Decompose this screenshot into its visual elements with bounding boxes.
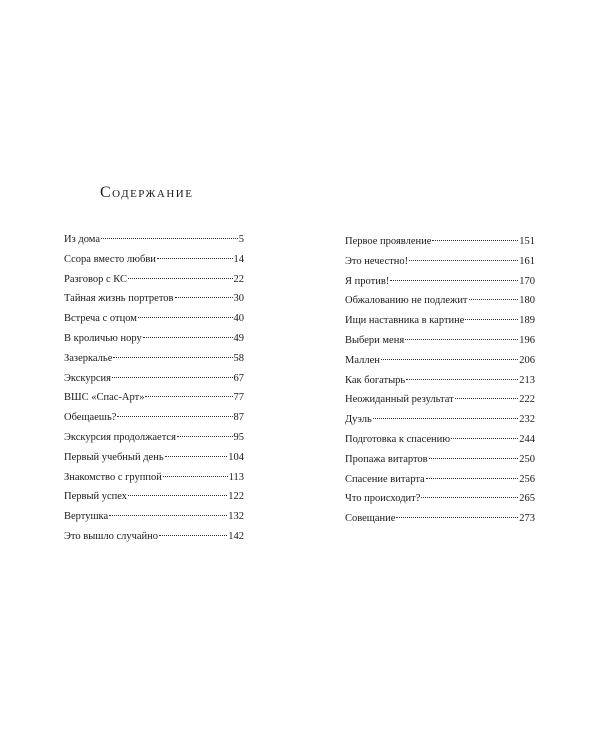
toc-entry-title: Ссора вместо любви <box>64 253 156 265</box>
toc-leader <box>113 357 232 358</box>
toc-entry-title: Пропажа витартов <box>345 453 428 465</box>
toc-entry <box>345 470 535 490</box>
toc-entry <box>345 351 535 371</box>
toc-leader <box>373 418 518 419</box>
toc-leader <box>405 339 518 340</box>
toc-leader <box>451 438 518 439</box>
toc-entry-page: 244 <box>519 433 535 445</box>
toc-entry-page: 273 <box>519 513 535 525</box>
toc-entry-title: Тайная жизнь портретов <box>64 293 174 305</box>
toc-leader <box>426 478 519 479</box>
toc-entry-title: В кроличью нору <box>64 332 142 344</box>
toc-entry-page: 49 <box>233 332 244 344</box>
toc-entry-title: Это нечестно! <box>345 255 409 267</box>
toc-entry-title: Вертушка <box>64 511 109 523</box>
toc-column-right <box>345 232 535 529</box>
toc-leader <box>138 317 233 318</box>
toc-entry-title: Маллен <box>345 354 380 366</box>
toc-entry-page: 122 <box>228 491 244 503</box>
toc-entry-page: 40 <box>233 313 244 325</box>
toc-entry <box>64 289 244 309</box>
toc-entry-title: Что происходит? <box>345 493 421 505</box>
toc-entry <box>64 369 244 389</box>
toc-entry-page: 161 <box>519 255 535 267</box>
toc-entry-page: 113 <box>228 471 244 483</box>
toc-entry-title: Экскурсия продолжается <box>64 431 176 443</box>
toc-entry-page: 265 <box>519 493 535 505</box>
toc-leader <box>390 280 518 281</box>
toc-leader <box>421 497 518 498</box>
toc-entry-title: Из дома <box>64 234 100 245</box>
toc-entry-title: Неожиданный результат <box>345 394 454 406</box>
toc-entry <box>345 390 535 410</box>
toc-entry-page: 30 <box>233 293 244 305</box>
toc-entry-page: 170 <box>519 275 535 287</box>
toc-entry-page: 77 <box>233 392 244 404</box>
toc-entry-title: Зазеркалье <box>64 352 113 364</box>
toc-leader <box>381 359 518 360</box>
toc-column-left <box>64 230 244 547</box>
toc-entry <box>64 270 244 290</box>
toc-entry <box>64 448 244 468</box>
toc-entry-title: Ищи наставника в картине <box>345 315 465 327</box>
toc-entry-page: 22 <box>233 273 244 285</box>
toc-leader <box>117 416 232 417</box>
toc-leader <box>157 258 233 259</box>
toc-entry-title: Как богатырь <box>345 374 406 386</box>
toc-entry <box>64 428 244 448</box>
toc-leader <box>432 240 518 241</box>
toc-entry-page: 5 <box>238 234 244 245</box>
toc-entry <box>345 371 535 391</box>
toc-entry <box>345 272 535 292</box>
toc-entry-title: Экскурсия <box>64 372 111 384</box>
toc-leader <box>101 238 238 239</box>
toc-entry <box>64 527 244 547</box>
toc-entry-title: Подготовка к спасению <box>345 433 451 445</box>
toc-entry <box>64 309 244 329</box>
toc-leader <box>159 535 227 536</box>
toc-entry <box>345 410 535 430</box>
toc-entry-title: Первый успех <box>64 491 128 503</box>
toc-entry-title: Дуэль <box>345 414 372 426</box>
toc-leader <box>396 517 518 518</box>
toc-leader <box>469 299 519 300</box>
toc-entry-page: 67 <box>233 372 244 384</box>
page-title: Содержание <box>100 184 194 201</box>
toc-entry-title: Выбери меня <box>345 334 405 346</box>
toc-entry-page: 14 <box>233 253 244 265</box>
toc-entry-page: 256 <box>519 473 535 485</box>
toc-entry-title: Встреча с отцом <box>64 313 137 325</box>
toc-entry-page: 196 <box>519 334 535 346</box>
toc-entry-title: Первый учебный день <box>64 451 164 463</box>
toc-entry <box>345 232 535 252</box>
toc-entry <box>64 468 244 488</box>
toc-entry-title: Спасение витарта <box>345 473 425 485</box>
toc-entry-page: 180 <box>519 295 535 307</box>
toc-entry <box>345 331 535 351</box>
toc-entry-page: 232 <box>519 414 535 426</box>
toc-entry-page: 104 <box>228 451 244 463</box>
toc-entry-page: 87 <box>233 412 244 424</box>
toc-leader <box>143 337 233 338</box>
toc-leader <box>128 278 233 279</box>
toc-leader <box>429 458 519 459</box>
toc-entry-title: Разговор с КС <box>64 273 127 285</box>
toc-entry <box>64 329 244 349</box>
toc-entry-title: Это вышло случайно <box>64 530 159 542</box>
toc-leader <box>465 319 518 320</box>
toc-leader <box>165 456 228 457</box>
toc-entry <box>345 291 535 311</box>
toc-entry-page: 213 <box>519 374 535 386</box>
toc-leader <box>128 495 227 496</box>
toc-entry-title: Обещаешь? <box>64 412 117 424</box>
toc-entry <box>345 509 535 529</box>
toc-entry <box>64 507 244 527</box>
toc-entry <box>345 252 535 272</box>
toc-entry <box>345 311 535 331</box>
toc-leader <box>163 476 228 477</box>
toc-entry <box>64 388 244 408</box>
toc-leader <box>109 515 227 516</box>
toc-entry <box>64 230 244 250</box>
toc-entry-page: 151 <box>519 236 535 247</box>
toc-entry-page: 222 <box>519 394 535 406</box>
toc-entry-title: Обжалованию не подлежит <box>345 295 468 307</box>
toc-entry-page: 189 <box>519 315 535 327</box>
toc-entry-page: 132 <box>228 511 244 523</box>
toc-entry <box>345 489 535 509</box>
toc-leader <box>455 398 519 399</box>
toc-entry-title: Я против! <box>345 275 390 287</box>
toc-leader <box>145 396 232 397</box>
toc-entry <box>64 487 244 507</box>
toc-entry <box>345 450 535 470</box>
toc-entry-page: 142 <box>228 530 244 542</box>
toc-entry <box>64 349 244 369</box>
toc-entry-title: ВШС «Спас-Арт» <box>64 392 145 404</box>
toc-entry-title: Знакомство с группой <box>64 471 162 483</box>
toc-entry <box>64 408 244 428</box>
toc-entry-page: 206 <box>519 354 535 366</box>
toc-entry-title: Первое проявление <box>345 236 432 247</box>
toc-entry-page: 250 <box>519 453 535 465</box>
toc-entry <box>345 430 535 450</box>
toc-leader <box>112 377 233 378</box>
toc-entry <box>64 250 244 270</box>
toc-leader <box>406 379 518 380</box>
toc-leader <box>409 260 518 261</box>
toc-entry-page: 58 <box>233 352 244 364</box>
toc-entry-title: Совещание <box>345 513 396 525</box>
toc-entry-page: 95 <box>233 431 244 443</box>
toc-leader <box>175 297 233 298</box>
toc-leader <box>177 436 233 437</box>
